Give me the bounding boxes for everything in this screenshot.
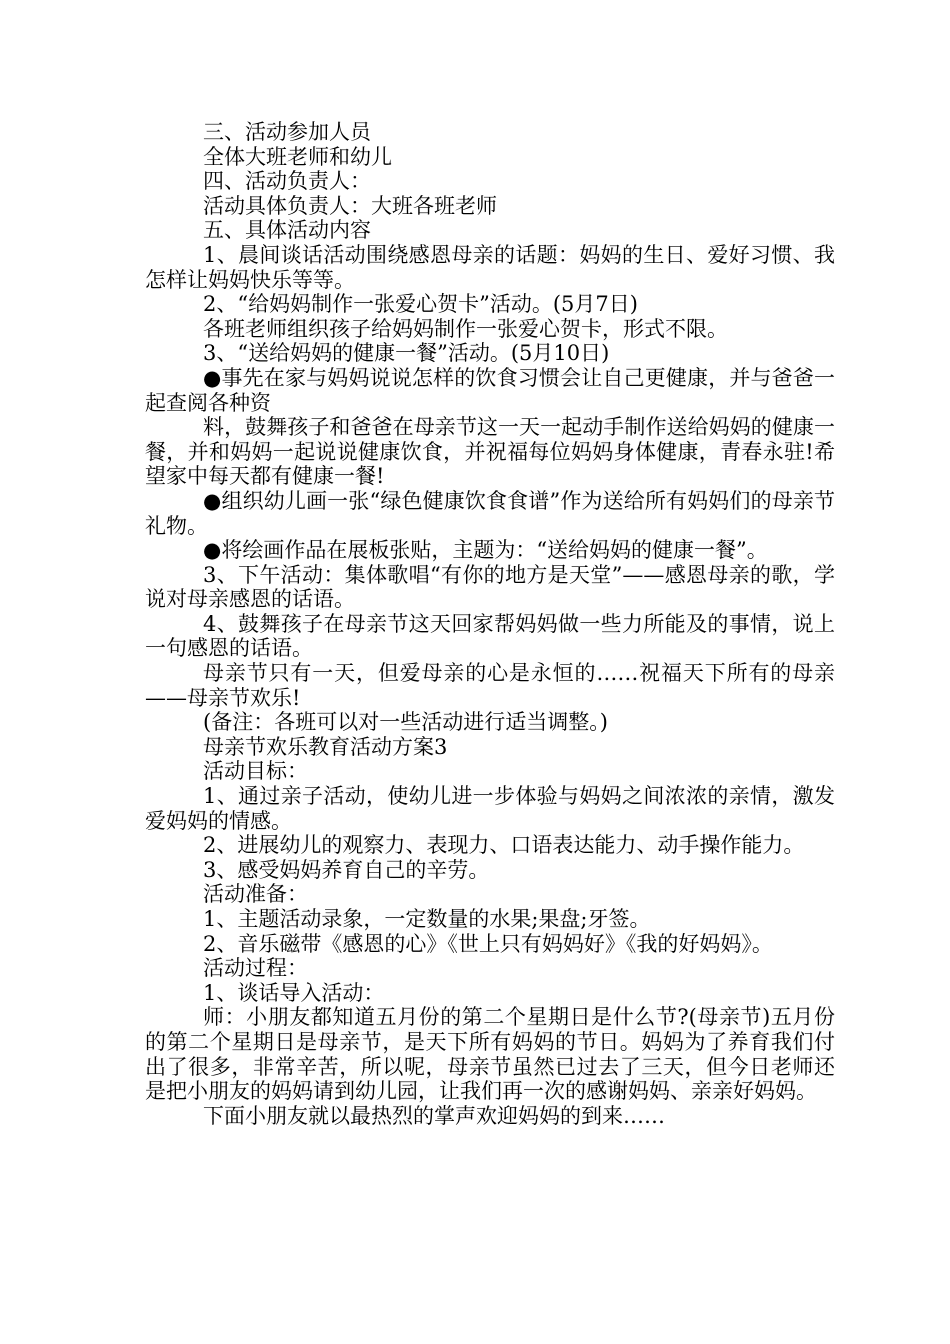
paragraph: 全体大班老师和幼儿 <box>203 144 392 169</box>
section-heading-preparation: 活动准备： <box>203 882 308 907</box>
paragraph: 1、主题活动录象，一定数量的水果;果盘;牙签。 <box>203 907 651 931</box>
paragraph: 2、进展幼儿的观察力、表现力、口语表达能力、动手操作能力。 <box>203 833 805 858</box>
paragraph: 母亲节只有一天，但爱母亲的心是永恒的……祝福天下所有的母亲——母亲节欢乐! <box>145 661 835 710</box>
bullet-paragraph: ●组织幼儿画一张“绿色健康饮食食谱”作为送给所有妈妈们的母亲节礼物。 <box>145 488 835 538</box>
paragraph: 活动具体负责人：大班各班老师 <box>203 193 497 218</box>
paragraph: 2、音乐磁带《感恩的心》《世上只有妈妈好》《我的好妈妈》。 <box>203 931 773 956</box>
paragraph: 3、下午活动：集体歌唱“有你的地方是天堂”——感恩母亲的歌，学说对母亲感恩的话语。 <box>145 562 835 612</box>
paragraph: 师：小朋友都知道五月份的第二个星期日是什么节?(母亲节)五月份的第二个星期日是母亲节，是天下所有妈妈的节日。妈妈为了养育我们付出了很多，非常辛苦，所以呢，母亲节虽然已过去了三天，但今日老师还是把小朋友的妈妈请到幼儿园，让我们再一次的感谢妈妈、亲亲好妈妈。 <box>145 1005 835 1104</box>
paragraph: 下面小朋友就以最热烈的掌声欢迎妈妈的到来…… <box>203 1103 665 1128</box>
section-heading-participants: 三、活动参加人员 <box>203 120 371 144</box>
section-heading-content: 五、具体活动内容 <box>203 218 371 243</box>
paragraph: 1、通过亲子活动，使幼儿进一步体验与妈妈之间浓浓的亲情，激发爱妈妈的情感。 <box>145 784 835 833</box>
paragraph: 1、谈话导入活动： <box>203 980 385 1005</box>
section-heading-goals: 活动目标： <box>203 759 308 784</box>
paragraph: 4、鼓舞孩子在母亲节这天回家帮妈妈做一些力所能及的事情，说上一句感恩的话语。 <box>145 611 835 661</box>
paragraph: 料，鼓舞孩子和爸爸在母亲节这一天一起动手制作送给妈妈的健康一餐，并和妈妈一起说说健康饮食，并祝福每位妈妈身体健康，青春永驻!希望家中每天都有健康一餐! <box>145 415 835 489</box>
plan-title: 母亲节欢乐教育活动方案3 <box>203 734 448 759</box>
bullet-paragraph: ●将绘画作品在展板张贴，主题为：“送给妈妈的健康一餐”。 <box>203 538 768 563</box>
bullet-paragraph: ●事先在家与妈妈说说怎样的饮食习惯会让自己更健康，并与爸爸一起查阅各种资 <box>145 365 835 415</box>
document-body <box>145 120 835 1128</box>
section-heading-process: 活动过程： <box>203 956 308 981</box>
paragraph: 2、“给妈妈制作一张爱心贺卡”活动。(5月7日) <box>203 292 638 317</box>
section-heading-responsible: 四、活动负责人： <box>203 169 371 194</box>
note-paragraph: (备注：各班可以对一些活动进行适当调整。) <box>203 710 608 735</box>
paragraph: 3、感受妈妈养育自己的辛劳。 <box>203 857 490 882</box>
paragraph: 1、晨间谈话活动围绕感恩母亲的话题：妈妈的生日、爱好习惯、我怎样让妈妈快乐等等。 <box>145 242 835 292</box>
paragraph: 3、“送给妈妈的健康一餐”活动。(5月10日) <box>203 341 610 366</box>
paragraph: 各班老师组织孩子给妈妈制作一张爱心贺卡，形式不限。 <box>203 316 728 341</box>
